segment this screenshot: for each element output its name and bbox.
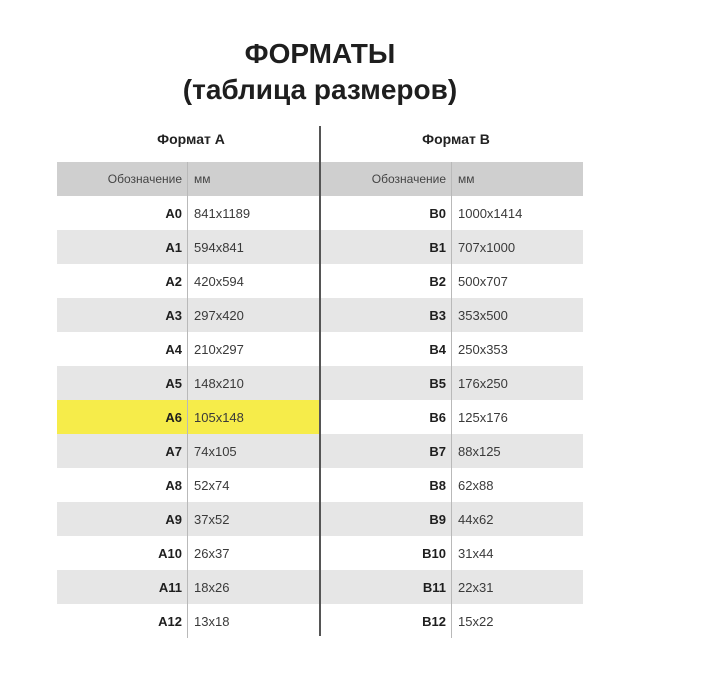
format-code: B6 [321,400,452,434]
table-row [321,502,583,536]
format-size: 26x37 [194,545,230,561]
format-a-col-label: Обозначение [57,162,188,196]
format-size: 44x62 [458,511,494,527]
page-title [0,36,640,108]
format-code: B11 [321,570,452,604]
table-row [57,332,319,366]
table-row [321,298,583,332]
table-row [321,332,583,366]
table-row [57,604,319,638]
table-row [321,468,583,502]
format-size: 210x297 [194,341,244,357]
format-size: 353x500 [458,307,508,323]
table-row [321,230,583,264]
table-row [57,264,319,298]
format-size: 74x105 [194,443,237,459]
format-size: 594x841 [194,239,244,255]
table-row [57,196,319,230]
table-row [57,366,319,400]
format-b-col-size: мм [458,172,475,186]
format-size: 105x148 [194,409,244,425]
format-code: A0 [57,196,188,230]
format-code: B9 [321,502,452,536]
table-row [57,502,319,536]
format-size: 15x22 [458,613,494,629]
format-size: 500x707 [458,273,508,289]
format-size: 707x1000 [458,239,516,255]
format-size: 1000x1414 [458,205,523,221]
format-code: B8 [321,468,452,502]
format-b-col-label: Обозначение [321,162,452,196]
table-row [321,434,583,468]
format-code: A12 [57,604,188,638]
format-a-header-row [57,162,319,196]
table-row [57,434,319,468]
table-row [57,298,319,332]
format-code: B3 [321,298,452,332]
format-code: A9 [57,502,188,536]
format-size: 148x210 [194,375,244,391]
format-size: 31x44 [458,545,494,561]
table-row [321,536,583,570]
format-code: A6 [57,400,188,434]
format-size: 62x88 [458,477,494,493]
format-size: 13x18 [194,613,230,629]
table-row [321,400,583,434]
table-row [57,230,319,264]
table-row [321,264,583,298]
format-code: A8 [57,468,188,502]
format-code: B0 [321,196,452,230]
format-size: 37x52 [194,511,230,527]
format-a-rows [57,196,319,638]
table-row [57,536,319,570]
format-size: 22x31 [458,579,494,595]
title-line-2: (таблица размеров) [182,74,458,105]
format-size: 841x1189 [194,205,251,221]
format-code: A1 [57,230,188,264]
format-size: 125x176 [458,409,508,425]
format-code: B5 [321,366,452,400]
format-code: B12 [321,604,452,638]
format-code: B4 [321,332,452,366]
format-b-heading: Формат B [422,131,490,147]
table-row [321,604,583,638]
format-size: 18x26 [194,579,230,595]
format-code: A7 [57,434,188,468]
format-code: B1 [321,230,452,264]
format-code: B7 [321,434,452,468]
format-code: A10 [57,536,188,570]
table-row [57,570,319,604]
table-row [321,570,583,604]
table-row [57,400,319,434]
format-code: A3 [57,298,188,332]
table-row [321,196,583,230]
format-code: A4 [57,332,188,366]
format-code: B2 [321,264,452,298]
format-size: 250x353 [458,341,508,357]
title-line-1: ФОРМАТЫ [244,38,396,69]
table-row [57,468,319,502]
format-code: B10 [321,536,452,570]
format-code: A11 [57,570,188,604]
format-code: A2 [57,264,188,298]
table-row [321,366,583,400]
format-size: 176x250 [458,375,508,391]
format-a-table [57,126,319,638]
format-a-col-size: мм [194,172,211,186]
format-b-table [321,126,583,638]
format-b-rows [321,196,583,638]
format-b-header-row [321,162,583,196]
format-size: 297x420 [194,307,244,323]
format-size: 420x594 [194,273,244,289]
format-size: 52x74 [194,477,230,493]
format-a-heading: Формат А [157,131,225,147]
format-code: A5 [57,366,188,400]
format-size: 88x125 [458,443,501,459]
